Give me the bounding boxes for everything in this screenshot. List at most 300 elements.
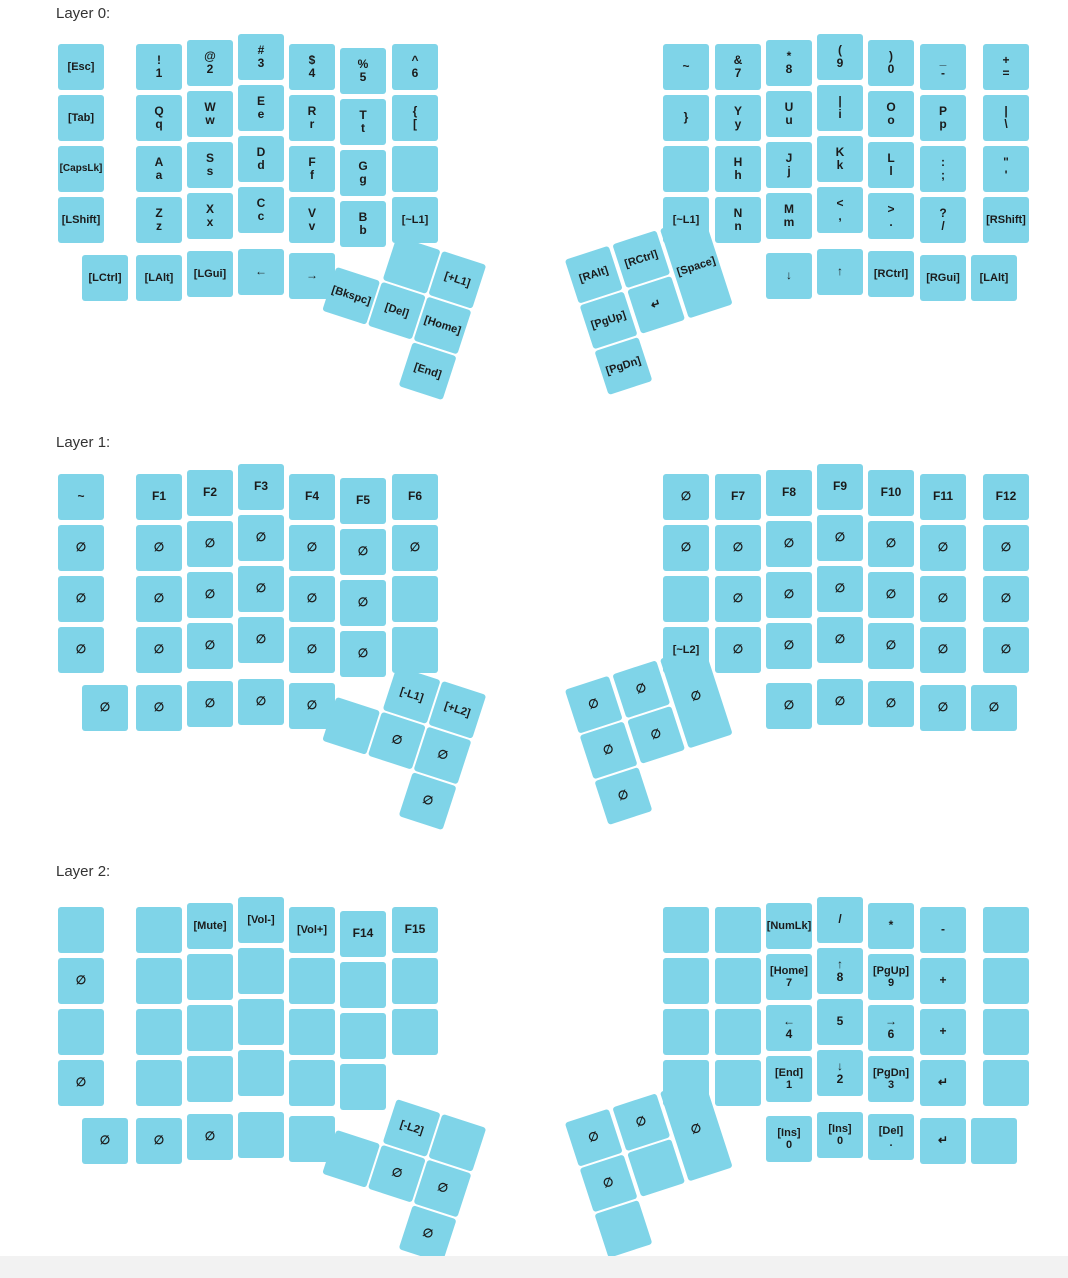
key-top-label: {	[412, 103, 418, 118]
key[interactable]: ∅	[817, 515, 863, 561]
key[interactable]	[187, 142, 233, 188]
key[interactable]	[920, 44, 966, 90]
key[interactable]: [LGui]	[187, 251, 233, 297]
key[interactable]	[868, 1056, 914, 1102]
key[interactable]	[868, 193, 914, 239]
key[interactable]: ∅	[920, 627, 966, 673]
key[interactable]	[817, 136, 863, 182]
key[interactable]	[136, 958, 182, 1004]
key[interactable]: ∅	[817, 566, 863, 612]
key[interactable]	[663, 1060, 709, 1106]
key[interactable]	[136, 1060, 182, 1106]
key[interactable]	[817, 85, 863, 131]
key[interactable]	[392, 95, 438, 141]
key-top-label: !	[157, 52, 161, 67]
key[interactable]	[766, 1116, 812, 1162]
key[interactable]	[187, 954, 233, 1000]
key-top-label: ↓	[837, 1058, 843, 1073]
key-top-label: P	[938, 103, 947, 118]
key[interactable]	[340, 150, 386, 196]
key[interactable]: ∅	[136, 685, 182, 731]
key-top-label: [Ins]	[828, 1122, 852, 1135]
key[interactable]	[715, 907, 761, 953]
key-bottom-label: 4	[785, 1027, 793, 1041]
key[interactable]	[868, 954, 914, 1000]
key[interactable]	[289, 197, 335, 243]
key[interactable]: ∅	[983, 627, 1029, 673]
key[interactable]: [-L1]	[383, 666, 441, 724]
key[interactable]	[983, 44, 1029, 90]
key[interactable]	[983, 146, 1029, 192]
key[interactable]: ∅	[82, 685, 128, 731]
key[interactable]: ∅	[660, 1078, 733, 1182]
key[interactable]: F1	[136, 474, 182, 520]
key[interactable]: ∅	[289, 576, 335, 622]
key-bottom-label: y	[734, 117, 742, 131]
key[interactable]: ∅	[868, 681, 914, 727]
key[interactable]: [Bkspc]	[322, 267, 380, 325]
key[interactable]: ∅	[971, 685, 1017, 731]
key[interactable]	[868, 40, 914, 86]
key-bottom-label: /	[941, 219, 945, 233]
key[interactable]: ∅	[187, 623, 233, 669]
key[interactable]: F11	[920, 474, 966, 520]
key[interactable]: →	[289, 253, 335, 299]
key[interactable]: ∅	[715, 576, 761, 622]
key-bottom-label: a	[155, 168, 163, 182]
key[interactable]	[663, 576, 709, 622]
key[interactable]: ∅	[187, 572, 233, 618]
key-top-label: L	[887, 150, 895, 165]
key[interactable]: ∅	[868, 623, 914, 669]
key[interactable]: ∅	[289, 683, 335, 729]
key[interactable]: ∅	[612, 1093, 670, 1151]
key[interactable]	[766, 1005, 812, 1051]
key-top-label: K	[835, 144, 845, 159]
key[interactable]: [PgUp]	[580, 291, 638, 349]
key[interactable]: -	[920, 907, 966, 953]
key-bottom-label: k	[836, 158, 844, 172]
key[interactable]: ∅	[612, 660, 670, 718]
key[interactable]: [RAlt]	[565, 246, 623, 304]
key-bottom-label: x	[206, 215, 214, 229]
key-top-label: #	[257, 42, 265, 57]
key-bottom-label: 3	[257, 56, 265, 70]
key[interactable]: ∅	[766, 623, 812, 669]
key[interactable]: ~	[58, 474, 104, 520]
key[interactable]: F14	[340, 911, 386, 957]
key[interactable]: ∅	[715, 525, 761, 571]
key[interactable]: ←	[238, 249, 284, 295]
key[interactable]: ↵	[920, 1060, 966, 1106]
key[interactable]: [Tab]	[58, 95, 104, 141]
key[interactable]	[715, 146, 761, 192]
key[interactable]: ∅	[58, 627, 104, 673]
key[interactable]: ∅	[238, 566, 284, 612]
key[interactable]: [+L2]	[428, 681, 486, 739]
key[interactable]	[766, 91, 812, 137]
key[interactable]	[817, 1112, 863, 1158]
key[interactable]: [Space]	[660, 215, 733, 319]
key-bottom-label: =	[1002, 66, 1010, 80]
key[interactable]	[136, 1009, 182, 1055]
key-top-label: ^	[411, 52, 419, 67]
key[interactable]	[289, 146, 335, 192]
key[interactable]: [Home]	[413, 297, 471, 355]
key[interactable]: ∅	[413, 727, 471, 785]
key[interactable]: ∅	[399, 1205, 457, 1263]
key[interactable]: ∅	[663, 525, 709, 571]
key[interactable]: ∅	[766, 572, 812, 618]
key-bottom-label: '	[1004, 168, 1008, 182]
key[interactable]	[340, 962, 386, 1008]
key[interactable]	[663, 1009, 709, 1055]
key[interactable]	[663, 907, 709, 953]
key[interactable]: [LShift]	[58, 197, 104, 243]
key-bottom-label: 8	[836, 970, 844, 984]
key[interactable]: ∅	[766, 683, 812, 729]
key-top-label: [Del]	[878, 1124, 904, 1137]
key-top-label: Z	[155, 205, 163, 220]
key[interactable]	[715, 958, 761, 1004]
key[interactable]: [CapsLk]	[58, 146, 104, 192]
key[interactable]: [RShift]	[983, 197, 1029, 243]
key[interactable]: ∅	[238, 617, 284, 663]
key[interactable]	[187, 1005, 233, 1051]
key-bottom-label: 0	[887, 62, 895, 76]
key-top-label: G	[358, 158, 368, 173]
key-bottom-label: h	[734, 168, 742, 182]
key[interactable]: +	[920, 958, 966, 1004]
key[interactable]	[392, 44, 438, 90]
key[interactable]	[817, 34, 863, 80]
key[interactable]: ↓	[766, 253, 812, 299]
key-bottom-label: \	[1004, 117, 1008, 131]
key[interactable]: [LCtrl]	[82, 255, 128, 301]
key-bottom-label: 3	[887, 1079, 895, 1091]
key[interactable]: ∅	[392, 525, 438, 571]
key[interactable]: ∅	[187, 521, 233, 567]
key-bottom-label: -	[941, 66, 945, 80]
key[interactable]	[766, 954, 812, 1000]
key[interactable]	[136, 907, 182, 953]
key[interactable]	[766, 193, 812, 239]
key[interactable]	[289, 95, 335, 141]
key[interactable]	[817, 1050, 863, 1096]
key[interactable]	[715, 95, 761, 141]
key[interactable]	[766, 1056, 812, 1102]
key[interactable]	[289, 1009, 335, 1055]
key[interactable]: ∅	[136, 576, 182, 622]
key[interactable]: [Del]	[368, 282, 426, 340]
key-bottom-label: 9	[887, 977, 895, 989]
key-top-label: :	[941, 154, 945, 169]
key[interactable]	[817, 948, 863, 994]
key[interactable]	[238, 1112, 284, 1158]
key[interactable]: F9	[817, 464, 863, 510]
key-bottom-label: 5	[836, 1014, 844, 1029]
key[interactable]: ∅	[920, 576, 966, 622]
key[interactable]: ∅	[627, 706, 685, 764]
key[interactable]	[715, 1060, 761, 1106]
key[interactable]	[289, 958, 335, 1004]
key[interactable]	[715, 44, 761, 90]
key[interactable]: ∅	[920, 685, 966, 731]
key[interactable]: ∅	[983, 576, 1029, 622]
key[interactable]: F10	[868, 470, 914, 516]
key[interactable]: F7	[715, 474, 761, 520]
key[interactable]: ∅	[868, 521, 914, 567]
key[interactable]: ∅	[580, 1154, 638, 1212]
key-bottom-label: ;	[941, 168, 945, 182]
key[interactable]	[238, 1050, 284, 1096]
key-top-label: →	[885, 1013, 897, 1028]
key[interactable]	[187, 193, 233, 239]
key[interactable]	[920, 95, 966, 141]
key[interactable]	[817, 187, 863, 233]
key[interactable]	[983, 907, 1029, 953]
key-top-label: H	[733, 154, 743, 169]
key[interactable]: ∅	[58, 525, 104, 571]
key[interactable]: ∅	[340, 580, 386, 626]
key-top-label: [End]	[774, 1066, 804, 1079]
key[interactable]: [+L1]	[428, 251, 486, 309]
key[interactable]	[238, 948, 284, 994]
key-bottom-label: v	[308, 219, 316, 233]
key[interactable]: F12	[983, 474, 1029, 520]
key[interactable]: /	[817, 897, 863, 943]
key-top-label: R	[307, 103, 317, 118]
key[interactable]	[983, 1009, 1029, 1055]
key-top-label: &	[733, 52, 743, 67]
key[interactable]: ↑	[817, 249, 863, 295]
key-bottom-label: .	[889, 1137, 893, 1149]
key[interactable]: ∅	[715, 627, 761, 673]
key[interactable]	[715, 197, 761, 243]
key[interactable]: [PgDn]	[594, 337, 652, 395]
key[interactable]: ∅	[766, 521, 812, 567]
layer-1-keyboard	[0, 430, 1068, 850]
key[interactable]: F5	[340, 478, 386, 524]
key-top-label: [Ins]	[777, 1126, 801, 1139]
key-bottom-label: 2	[206, 62, 214, 76]
key-bottom-label: p	[939, 117, 947, 131]
key-bottom-label: g	[359, 172, 367, 186]
key[interactable]: [Vol-]	[238, 897, 284, 943]
key[interactable]: ∅	[663, 474, 709, 520]
key[interactable]	[971, 1118, 1017, 1164]
key[interactable]	[136, 146, 182, 192]
key-top-label: A	[154, 154, 164, 169]
key[interactable]: ∅	[187, 1114, 233, 1160]
key[interactable]	[817, 999, 863, 1045]
key-bottom-label: i	[838, 107, 842, 121]
key[interactable]	[868, 91, 914, 137]
key[interactable]	[58, 1009, 104, 1055]
key[interactable]: [RCtrl]	[868, 251, 914, 297]
key[interactable]: F15	[392, 907, 438, 953]
key-top-label: @	[204, 48, 216, 63]
key[interactable]: +	[920, 1009, 966, 1055]
key[interactable]: ~	[663, 44, 709, 90]
key[interactable]: ∅	[82, 1118, 128, 1164]
key-bottom-label: 0	[785, 1139, 793, 1151]
key[interactable]	[983, 1060, 1029, 1106]
key[interactable]	[289, 44, 335, 90]
key[interactable]	[663, 146, 709, 192]
key[interactable]: ∅	[340, 529, 386, 575]
key[interactable]	[983, 95, 1029, 141]
key-bottom-label: r	[309, 117, 315, 131]
key[interactable]: ∅	[136, 525, 182, 571]
key[interactable]	[868, 1005, 914, 1051]
key[interactable]: ∅	[58, 576, 104, 622]
key[interactable]	[340, 99, 386, 145]
key[interactable]	[238, 34, 284, 80]
key[interactable]: ∅	[399, 772, 457, 830]
key[interactable]: ∅	[289, 525, 335, 571]
key-top-label: [PgDn]	[872, 1066, 910, 1079]
key[interactable]: ↵	[627, 276, 685, 334]
key-bottom-label: c	[257, 209, 265, 223]
key[interactable]	[868, 1114, 914, 1160]
key-top-label: <	[836, 195, 844, 210]
key[interactable]: F2	[187, 470, 233, 516]
key[interactable]	[187, 91, 233, 137]
key[interactable]: ∅	[340, 631, 386, 677]
key[interactable]: F4	[289, 474, 335, 520]
key-bottom-label: m	[783, 215, 795, 229]
key[interactable]: ∅	[289, 627, 335, 673]
key[interactable]: ∅	[238, 515, 284, 561]
key[interactable]: [-L2]	[383, 1099, 441, 1157]
key[interactable]	[136, 44, 182, 90]
key-top-label: Q	[154, 103, 164, 118]
key[interactable]: ∅	[136, 1118, 182, 1164]
key[interactable]: [End]	[399, 342, 457, 400]
key[interactable]: }	[663, 95, 709, 141]
key[interactable]	[392, 958, 438, 1004]
key[interactable]: F3	[238, 464, 284, 510]
key[interactable]: ∅	[660, 645, 733, 749]
key[interactable]: [LAlt]	[136, 255, 182, 301]
key[interactable]: ∅	[580, 721, 638, 779]
key[interactable]	[340, 48, 386, 94]
key[interactable]	[766, 40, 812, 86]
key-bottom-label: [	[413, 117, 417, 131]
key[interactable]: ∅	[136, 627, 182, 673]
key-bottom-label: t	[361, 121, 365, 135]
layer-1-label: Layer 1:	[56, 434, 111, 451]
key[interactable]: ∅	[868, 572, 914, 618]
key[interactable]: ∅	[920, 525, 966, 571]
key[interactable]: [LAlt]	[971, 255, 1017, 301]
key-top-label: [PgUp]	[872, 964, 910, 977]
key-top-label: *	[786, 48, 792, 63]
key[interactable]: ∅	[58, 958, 104, 1004]
key-top-label: S	[205, 150, 214, 165]
key[interactable]	[920, 197, 966, 243]
key[interactable]: [Esc]	[58, 44, 104, 90]
key[interactable]: ∅	[58, 1060, 104, 1106]
key[interactable]	[920, 146, 966, 192]
key[interactable]: [~L2]	[663, 627, 709, 673]
key[interactable]	[238, 999, 284, 1045]
key[interactable]	[392, 1009, 438, 1055]
key[interactable]: ∅	[368, 712, 426, 770]
key[interactable]	[187, 40, 233, 86]
key[interactable]	[289, 1060, 335, 1106]
key[interactable]: ∅	[565, 1109, 623, 1167]
key-bottom-label: w	[205, 113, 215, 127]
key[interactable]: [RCtrl]	[612, 230, 670, 288]
key[interactable]: ∅	[594, 767, 652, 825]
key[interactable]: [~L1]	[392, 197, 438, 243]
key[interactable]	[663, 958, 709, 1004]
key[interactable]	[136, 197, 182, 243]
key[interactable]: ∅	[187, 681, 233, 727]
key[interactable]	[187, 1056, 233, 1102]
key[interactable]	[983, 958, 1029, 1004]
key[interactable]: [Vol+]	[289, 907, 335, 953]
key[interactable]: F6	[392, 474, 438, 520]
key[interactable]: ∅	[368, 1145, 426, 1203]
key-bottom-label: 5	[359, 70, 367, 84]
key-top-label: E	[256, 93, 265, 108]
key-bottom-label: 6	[887, 1027, 895, 1041]
key-bottom-label: u	[785, 113, 793, 127]
key-top-label: "	[1003, 154, 1009, 169]
key[interactable]: ∅	[817, 617, 863, 663]
key-top-label: V	[307, 205, 316, 220]
key-top-label: %	[357, 56, 369, 71]
key[interactable]: [RGui]	[920, 255, 966, 301]
key[interactable]	[340, 1013, 386, 1059]
key[interactable]	[392, 576, 438, 622]
key[interactable]: ↵	[920, 1118, 966, 1164]
key[interactable]: ∅	[413, 1160, 471, 1218]
key[interactable]	[238, 85, 284, 131]
key[interactable]	[238, 136, 284, 182]
key[interactable]: *	[868, 903, 914, 949]
key[interactable]: ∅	[238, 679, 284, 725]
key-top-label: |	[1004, 103, 1008, 118]
key[interactable]	[715, 1009, 761, 1055]
key-bottom-label: j	[787, 164, 791, 178]
key[interactable]: ∅	[565, 676, 623, 734]
key[interactable]: F8	[766, 470, 812, 516]
key[interactable]	[868, 142, 914, 188]
key-top-label: U	[784, 99, 794, 114]
key[interactable]: [~L1]	[663, 197, 709, 243]
key[interactable]	[392, 146, 438, 192]
key-bottom-label: 0	[836, 1135, 844, 1147]
key[interactable]	[136, 95, 182, 141]
key[interactable]	[238, 187, 284, 233]
key[interactable]: ∅	[817, 679, 863, 725]
key[interactable]: [NumLk]	[766, 903, 812, 949]
key-bottom-label: 1	[155, 66, 163, 80]
key[interactable]	[58, 907, 104, 953]
key[interactable]: [Mute]	[187, 903, 233, 949]
key[interactable]: ∅	[983, 525, 1029, 571]
key[interactable]	[766, 142, 812, 188]
key-bottom-label: f	[310, 168, 314, 182]
key-top-label: Y	[733, 103, 742, 118]
key-bottom-label: 2	[836, 1072, 844, 1086]
key-bottom-label: d	[257, 158, 265, 172]
key-top-label: _	[939, 52, 947, 67]
